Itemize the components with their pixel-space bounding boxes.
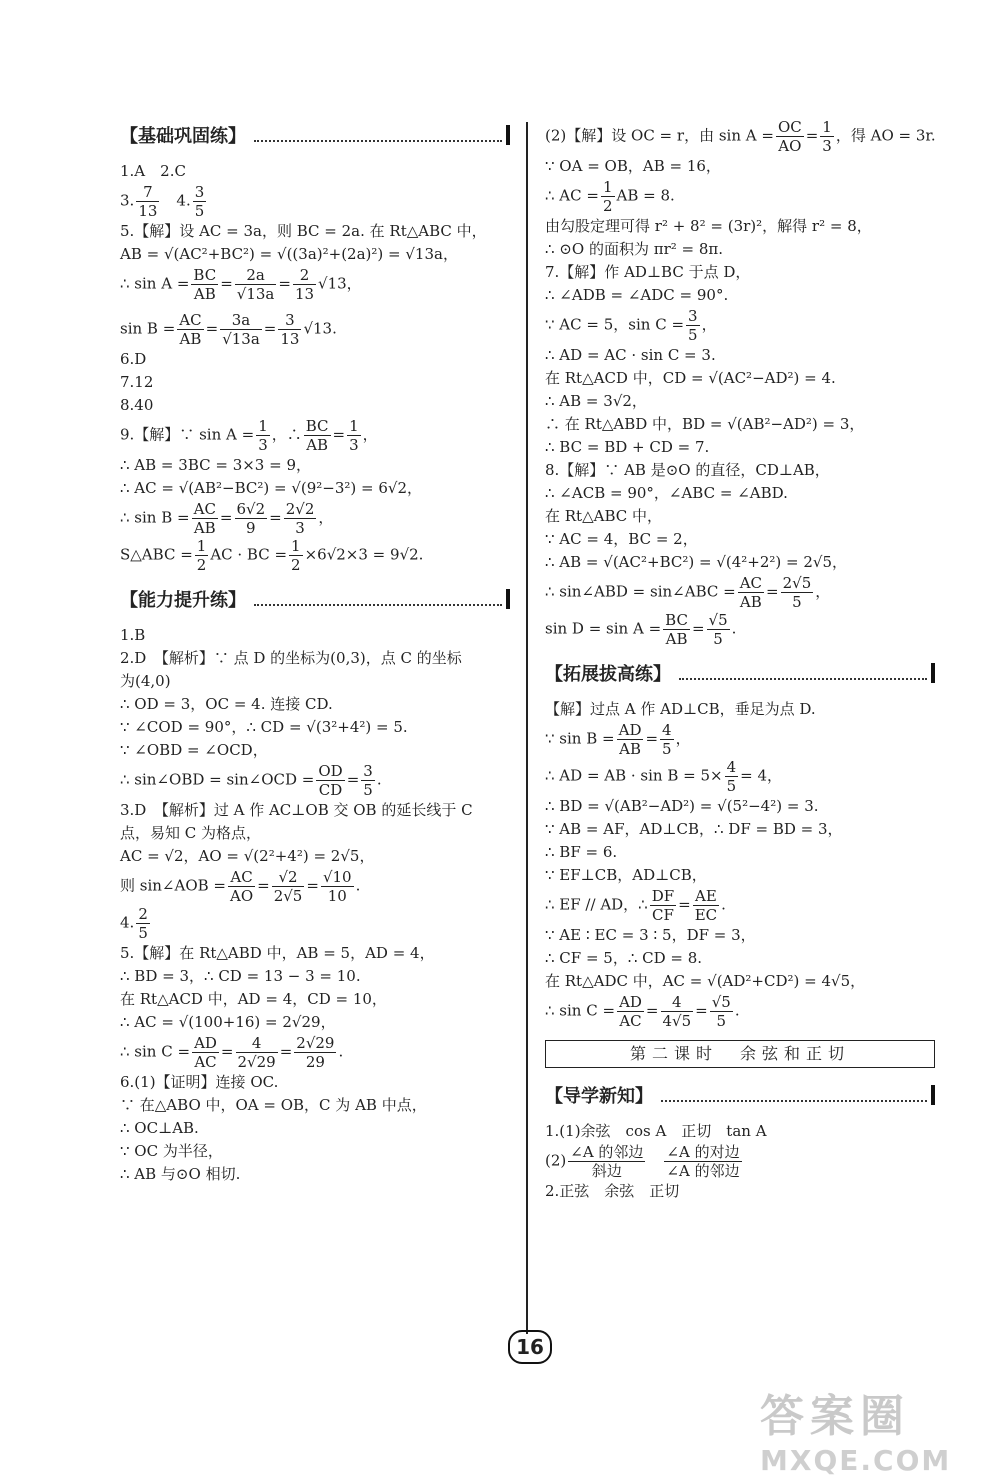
answer-line: ∴ sin∠ABD = sin∠ABC = $\frac{AC}{AB}$ = $\frac{2√5}{5}$ ， xyxy=(545,574,831,611)
answer-line: 则 sin∠AOB = $\frac{AC}{AO}$ = $\frac{√2}{2√5}$ = $\frac{√10}{10}$ . xyxy=(120,868,361,905)
answer-line: 6.(1)【证明】连接 OC. xyxy=(120,1073,279,1091)
answer-line: sin B = $\frac{AC}{AB}$ = $\frac{3a}{√13a}$ = $\frac{3}{13}$ √13. xyxy=(120,311,337,348)
answer-line: ∴ AB = 3√2， xyxy=(545,392,647,410)
answer-line: 在 Rt△ACD 中，AD = 4，CD = 10， xyxy=(120,990,387,1008)
page-number: 16 xyxy=(508,1330,552,1364)
section-header-ability xyxy=(120,586,510,612)
answer-line: ∴ BD = √(AB²−AD²) = √(5²−4²) = 3. xyxy=(545,797,819,815)
answer-line: (2) $\frac{\text{∠A 的邻边}}{\text{斜边}}$ $\frac{\text{∠A 的对边}}{\text{∠A 的邻边}}$ xyxy=(545,1143,740,1180)
answer-line: 2.D 【解析】∵ 点 D 的坐标为(0,3)，点 C 的坐标 xyxy=(120,649,462,667)
answer-line: ∵ 在△ABO 中，OA = OB，C 为 AB 中点， xyxy=(120,1096,427,1114)
answer-line: ∴ sin A = $\frac{BC}{AB}$ = $\frac{2a}{√13a}$ = $\frac{2}{13}$ √13， xyxy=(120,266,362,303)
answer-line: ∴ AB 与⊙O 相切. xyxy=(120,1165,241,1183)
answer-line: 5.【解】设 AC = 3a，则 BC = 2a. 在 Rt△ABC 中， xyxy=(120,222,487,240)
answer-line: AC = √2，AO = √(2²+4²) = 2√5， xyxy=(120,847,375,865)
answer-line: ∴ AC = $\frac{1}{2}$ AB = 8. xyxy=(545,178,675,215)
answer-line: ∵ sin B = $\frac{AD}{AB}$ = $\frac{4}{5}$ ， xyxy=(545,721,691,758)
answer-line: ∴ AB = √(AC²+BC²) = √(4²+2²) = 2√5， xyxy=(545,553,848,571)
answer-line: 7.12 xyxy=(120,373,154,391)
answer-line: sin D = sin A = $\frac{BC}{AB}$ = $\frac{√5}{5}$ . xyxy=(545,611,737,648)
answer-line: ∵ ∠COD = 90°，∴ CD = √(3²+4²) = 5. xyxy=(120,718,408,736)
answer-line: 1.B xyxy=(120,626,146,644)
answer-line: 3.D 【解析】过 A 作 AC⊥OB 交 OB 的延长线于 C xyxy=(120,801,473,819)
answer-line: 7.【解】作 AD⊥BC 于点 D， xyxy=(545,263,751,281)
answer-line: 1.A 2.C xyxy=(120,162,186,180)
section-title: 【基础巩固练】 xyxy=(120,126,246,147)
section-title: 【拓展拔高练】 xyxy=(545,664,671,685)
answer-line: 【解】过点 A 作 AD⊥CB，垂足为点 D. xyxy=(545,700,816,718)
watermark-logo: 答案圈 MXQE.COM xyxy=(760,1391,952,1477)
answer-line: ∴ AC = √(100+16) = 2√29， xyxy=(120,1013,336,1031)
answer-line: ∴ AD = AC · sin C = 3. xyxy=(545,346,716,364)
answer-line: ∵ EF⊥CB，AD⊥CB， xyxy=(545,866,707,884)
column-divider xyxy=(526,122,528,1334)
lesson-title-box: 第二课时 余弦和正切 xyxy=(545,1040,935,1068)
answer-line: 8.40 xyxy=(120,396,154,414)
answer-line: 点，易知 C 为格点， xyxy=(120,824,262,842)
answer-line: 8.【解】∵ AB 是⊙O 的直径，CD⊥AB， xyxy=(545,461,830,479)
answer-line: ∴ BF = 6. xyxy=(545,843,618,861)
answer-line: ∴ sin C = $\frac{AD}{AC}$ = $\frac{4}{2√29}$ = $\frac{2√29}{29}$ . xyxy=(120,1034,344,1071)
answer-line: ∵ AC = 5，sin C = $\frac{3}{5}$ ， xyxy=(545,307,717,344)
answer-line: ∵ ∠OBD = ∠OCD， xyxy=(120,741,268,759)
left-column xyxy=(120,118,510,1186)
section-header-guide xyxy=(545,1082,935,1108)
answer-line: ∵ OC 为半径， xyxy=(120,1142,223,1160)
answer-line: S△ABC = $\frac{1}{2}$ AC · BC = $\frac{1}{2}$ ×6√2×3 = 9√2. xyxy=(120,537,424,574)
answer-line: ∴ OD = 3，OC = 4. 连接 CD. xyxy=(120,695,333,713)
answer-line: 在 Rt△ABC 中， xyxy=(545,507,663,525)
answer-line: ∴ CF = 5，∴ CD = 8. xyxy=(545,949,703,967)
answer-line: 在 Rt△ADC 中，AC = √(AD²+CD²) = 4√5， xyxy=(545,972,866,990)
answer-line: ∴ sin C = $\frac{AD}{AC}$ = $\frac{4}{4√5}$ = $\frac{√5}{5}$ . xyxy=(545,993,740,1030)
answer-line: 3. $\frac{7}{13}$ 4. $\frac{3}{5}$ xyxy=(120,183,205,220)
answer-line: ∴ ∠ADB = ∠ADC = 90°. xyxy=(545,286,729,304)
answer-line: 为(4,0) xyxy=(120,672,171,690)
answer-line: 2.正弦 余弦 正切 xyxy=(545,1182,680,1200)
answer-line: AB = √(AC²+BC²) = √((3a)²+(2a)²) = √13a， xyxy=(120,245,458,263)
answer-line: ∴ OC⊥AB. xyxy=(120,1119,199,1137)
answer-line: 9.【解】∵ sin A = $\frac{1}{3}$ ，∴ $\frac{BC}{AB}$ = $\frac{1}{3}$ ， xyxy=(120,417,378,454)
answer-line: ∴ ⊙O 的面积为 πr² = 8π. xyxy=(545,240,724,258)
answer-line: ∵ AC = 4，BC = 2， xyxy=(545,530,698,548)
answer-line: ∴ AB = 3BC = 3×3 = 9， xyxy=(120,456,312,474)
answer-line: 6.D xyxy=(120,350,147,368)
answer-line: 在 Rt△ACD 中，CD = √(AC²−AD²) = 4. xyxy=(545,369,836,387)
answer-line: ∵ OA = OB，AB = 16， xyxy=(545,157,721,175)
section-header-basic xyxy=(120,122,510,148)
answer-line: ∴ BC = BD + CD = 7. xyxy=(545,438,710,456)
answer-line: ∴ AC = √(AB²−BC²) = √(9²−3²) = 6√2， xyxy=(120,479,423,497)
answer-line: 由勾股定理可得 r² + 8² = (3r)²，解得 r² = 8， xyxy=(545,217,872,235)
answer-line: ∴ AD = AB · sin B = 5× $\frac{4}{5}$ = 4， xyxy=(545,758,783,795)
answer-line: ∵ AB = AF，AD⊥CB，∴ DF = BD = 3， xyxy=(545,820,843,838)
answer-line: 4. $\frac{2}{5}$ xyxy=(120,905,148,942)
answer-line: 1.(1)余弦 cos A 正切 tan A xyxy=(545,1122,767,1140)
answer-line: ∴ sin∠OBD = sin∠OCD = $\frac{OD}{CD}$ = $\frac{3}{5}$ . xyxy=(120,762,382,799)
answer-line: ∴ ∠ACB = 90°，∠ABC = ∠ABD. xyxy=(545,484,788,502)
section-title: 【能力提升练】 xyxy=(120,590,246,611)
answer-line: 5.【解】在 Rt△ABD 中，AB = 5，AD = 4， xyxy=(120,944,435,962)
answer-line: (2)【解】设 OC = r，由 sin A = $\frac{OC}{AO}$ = $\frac{1}{3}$ ，得 AO = 3r. xyxy=(545,118,936,155)
right-column xyxy=(545,118,935,1203)
answer-line: ∴ EF // AD，∴ $\frac{DF}{CF}$ = $\frac{AE}{EC}$ . xyxy=(545,887,726,924)
section-title: 【导学新知】 xyxy=(545,1086,653,1107)
answer-line: ∴ 在 Rt△ABD 中，BD = √(AB²−AD²) = 3， xyxy=(545,415,865,433)
answer-line: ∵ AE ∶ EC = 3 ∶ 5，DF = 3， xyxy=(545,926,756,944)
section-header-extension xyxy=(545,660,935,686)
answer-line: ∴ BD = 3，∴ CD = 13 − 3 = 10. xyxy=(120,967,361,985)
answer-line: ∴ sin B = $\frac{AC}{AB}$ = $\frac{6√2}{9}$ = $\frac{2√2}{3}$ ， xyxy=(120,500,334,537)
